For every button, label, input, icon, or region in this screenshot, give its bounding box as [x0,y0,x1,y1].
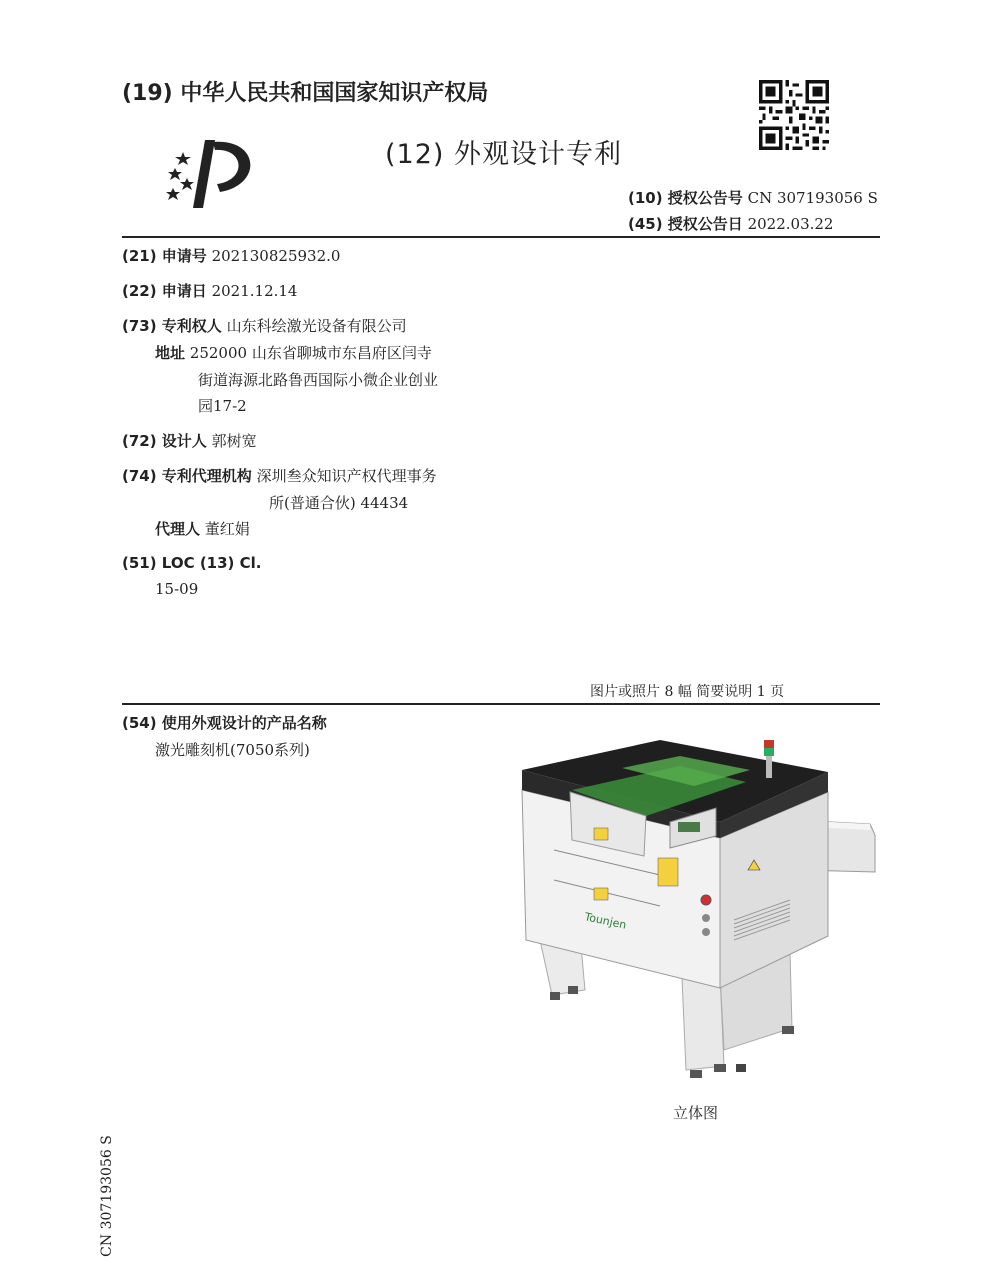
designer-row [122,430,257,451]
address-row [155,342,432,363]
application-date: 2021.12.14 [211,282,298,300]
agency-row [122,465,437,486]
loc-classification-row [122,554,261,572]
qr-code-icon [759,80,829,150]
view-caption: 立体图 [673,1104,719,1122]
publication-number-label: (10) 授权公告号 [628,189,743,207]
address-label: 地址 [155,344,186,362]
publication-date-label: (45) 授权公告日 [628,215,743,233]
address-line-1: 252000 山东省聊城市东昌府区闫寺 [189,344,432,362]
designer: 郭树宽 [211,432,257,450]
address-line-2: 街道海源北路鲁西国际小微企业创业 [198,371,439,389]
patentee-row [122,315,407,336]
patentee-label: (73) 专利权人 [122,317,222,335]
designer-label: (72) 设计人 [122,432,207,450]
loc-label: (51) LOC (13) Cl. [122,554,262,572]
agent-row [155,518,250,539]
publication-date-row [628,213,833,234]
product-image-laser-engraver [510,730,890,1090]
images-info: 图片或照片 8 幅 简要说明 1 页 [590,684,785,700]
application-number-label: (21) 申请号 [122,247,207,265]
header-divider [122,236,880,238]
side-patent-number: CN 307193056 S [99,1135,115,1257]
application-number: 202130825932.0 [211,247,341,265]
agency-line-1: 深圳叁众知识产权代理事务 [256,467,437,485]
product-name: 激光雕刻机(7050系列) [155,741,310,759]
loc-value: 15-09 [155,580,199,598]
document-type-title: (12) 外观设计专利 [385,139,623,170]
application-date-row [122,280,297,301]
agency-line-2: 所(普通合伙) 44434 [269,494,409,512]
product-name-label-row [122,712,327,733]
product-name-label: (54) 使用外观设计的产品名称 [122,714,327,732]
agent-label: 代理人 [155,520,201,538]
publication-number-row [628,187,878,208]
machine-brand-label: Tounjen [583,910,628,932]
section-divider [122,703,880,705]
patentee: 山东科绘激光设备有限公司 [226,317,407,335]
application-date-label: (22) 申请日 [122,282,207,300]
agent: 董红娟 [204,520,250,538]
agency-label: (74) 专利代理机构 [122,467,252,485]
application-number-row [122,245,340,266]
office-name: (19) 中华人民共和国国家知识产权局 [122,81,489,106]
publication-date: 2022.03.22 [747,215,834,233]
address-line-3: 园17-2 [198,397,247,415]
cnipa-logo-icon [165,130,260,210]
publication-number: CN 307193056 S [747,189,878,207]
